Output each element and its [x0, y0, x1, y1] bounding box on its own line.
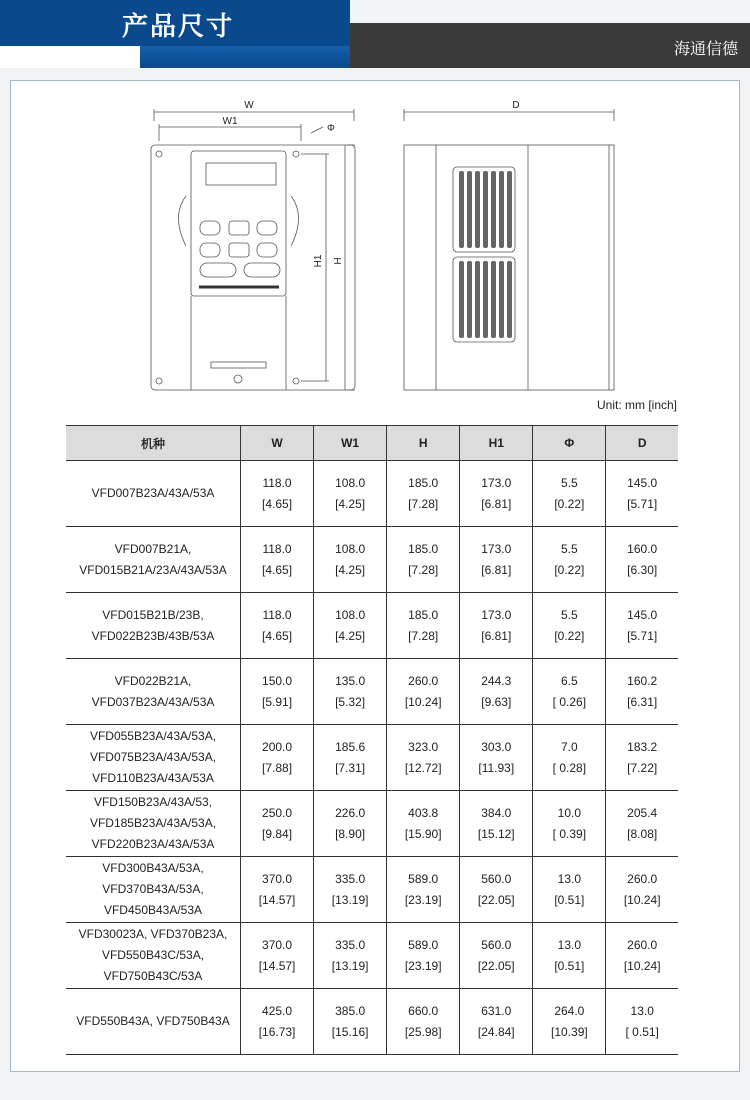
value-cell — [387, 725, 460, 791]
value-cell — [314, 659, 387, 725]
value-inch: [0.22] — [554, 496, 585, 511]
value-mm: 185.0 — [408, 541, 439, 556]
value-cell — [314, 791, 387, 857]
value-mm: 323.0 — [408, 739, 439, 754]
unit-label: Unit: mm [inch] — [596, 398, 677, 412]
value-inch: [4.25] — [335, 496, 366, 511]
value-inch: [6.81] — [481, 628, 512, 643]
value-cell — [460, 725, 533, 791]
model-name: VFD110B23A/43A/53A — [92, 771, 214, 785]
value-inch: [14.57] — [258, 958, 296, 973]
model-name: VFD015B21B/23B, — [102, 607, 204, 622]
value-cell — [606, 857, 678, 923]
value-mm: 135.0 — [335, 673, 366, 688]
column-header: W1 — [314, 426, 387, 461]
value-inch: [7.22] — [627, 760, 658, 775]
value-inch: [4.25] — [335, 628, 366, 643]
column-header: 机种 — [66, 426, 241, 461]
model-cell — [66, 593, 241, 659]
value-inch: [24.84] — [477, 1024, 515, 1039]
label-w: W — [244, 100, 254, 111]
value-mm: 5.5 — [561, 607, 578, 622]
value-cell — [387, 791, 460, 857]
value-mm: 160.2 — [627, 673, 658, 688]
dimension-drawing — [11, 81, 739, 411]
value-mm: 385.0 — [335, 1003, 366, 1018]
value-cell — [241, 725, 314, 791]
label-h1: H1 — [313, 254, 324, 268]
model-cell — [66, 527, 241, 593]
model-cell — [66, 989, 241, 1055]
dimension-table — [66, 425, 678, 1055]
value-mm: 631.0 — [481, 1003, 512, 1018]
value-inch: [12.72] — [404, 760, 442, 775]
table-row — [66, 923, 678, 989]
value-cell — [533, 659, 606, 725]
model-name: VFD007B21A, — [114, 541, 192, 556]
value-cell — [460, 593, 533, 659]
value-mm: 160.0 — [627, 541, 658, 556]
value-mm: 10.0 — [557, 805, 582, 820]
value-inch: [ 0.26] — [552, 694, 587, 709]
table-body — [66, 461, 678, 1055]
content-frame — [10, 80, 740, 1072]
value-mm: 200.0 — [262, 739, 293, 754]
value-inch: [5.71] — [627, 628, 658, 643]
value-mm: 260.0 — [627, 937, 658, 952]
value-inch: [7.28] — [408, 496, 439, 511]
model-name: VFD300B43A/53A, — [102, 861, 204, 875]
value-cell — [314, 461, 387, 527]
value-inch: [23.19] — [404, 892, 442, 907]
value-inch: [22.05] — [477, 892, 515, 907]
column-header: D — [606, 426, 678, 461]
model-name: VFD022B23B/43B/53A — [91, 628, 215, 643]
value-cell — [606, 593, 678, 659]
value-mm: 173.0 — [481, 475, 512, 490]
value-inch: [8.90] — [335, 826, 366, 841]
value-mm: 205.4 — [627, 805, 658, 820]
header-blue-tab-lower — [140, 46, 350, 68]
value-inch: [8.08] — [627, 826, 658, 841]
label-phi: Φ — [327, 123, 335, 134]
value-inch: [0.51] — [554, 892, 585, 907]
value-cell — [387, 593, 460, 659]
model-name: VFD750B43C/53A — [103, 969, 203, 983]
value-inch: [0.51] — [554, 958, 585, 973]
value-cell — [387, 923, 460, 989]
model-name: VFD550B43C/53A, — [101, 948, 205, 962]
value-mm: 108.0 — [335, 541, 366, 556]
table-row — [66, 659, 678, 725]
value-mm: 264.0 — [554, 1003, 585, 1018]
value-inch: [4.65] — [262, 562, 293, 577]
value-mm: 183.2 — [627, 739, 658, 754]
value-cell — [533, 923, 606, 989]
value-mm: 108.0 — [335, 475, 366, 490]
value-cell — [460, 923, 533, 989]
value-inch: [14.57] — [258, 892, 296, 907]
value-inch: [5.32] — [335, 694, 366, 709]
value-inch: [16.73] — [258, 1024, 296, 1039]
value-mm: 244.3 — [481, 673, 512, 688]
value-inch: [22.05] — [477, 958, 515, 973]
value-inch: [9.63] — [481, 694, 512, 709]
side-view — [404, 109, 614, 390]
value-inch: [10.24] — [404, 694, 442, 709]
value-cell — [314, 923, 387, 989]
value-inch: [13.19] — [331, 958, 369, 973]
value-cell — [314, 989, 387, 1055]
value-cell — [606, 791, 678, 857]
value-inch: [10.39] — [551, 1024, 588, 1039]
table-row — [66, 989, 678, 1055]
value-cell — [314, 593, 387, 659]
value-inch: [4.25] — [335, 562, 366, 577]
value-mm: 589.0 — [408, 937, 439, 952]
table-row — [66, 791, 678, 857]
value-mm: 370.0 — [262, 937, 293, 952]
page-title: 产品尺寸 — [122, 12, 235, 42]
value-inch: [15.90] — [404, 826, 442, 841]
column-header: H1 — [460, 426, 533, 461]
value-inch: [6.30] — [627, 562, 658, 577]
value-mm: 403.8 — [408, 805, 439, 820]
value-inch: [5.71] — [627, 496, 658, 511]
value-mm: 335.0 — [335, 937, 366, 952]
value-mm: 185.0 — [408, 607, 439, 622]
model-cell — [66, 725, 241, 791]
value-cell — [241, 923, 314, 989]
value-cell — [460, 989, 533, 1055]
value-inch: [10.24] — [623, 892, 661, 907]
value-mm: 5.5 — [561, 475, 578, 490]
value-inch: [10.24] — [623, 958, 661, 973]
model-cell — [66, 791, 241, 857]
value-cell — [241, 791, 314, 857]
table-row — [66, 857, 678, 923]
value-cell — [387, 659, 460, 725]
model-cell — [66, 923, 241, 989]
value-cell — [241, 857, 314, 923]
value-mm: 560.0 — [481, 937, 512, 952]
model-name: VFD150B23A/43A/53, — [93, 795, 213, 809]
value-inch: [13.19] — [331, 892, 369, 907]
value-mm: 118.0 — [262, 475, 292, 490]
value-mm: 660.0 — [408, 1003, 439, 1018]
model-name: VFD185B23A/43A/53A, — [89, 816, 217, 830]
model-name: VFD30023A, VFD370B23A, — [78, 927, 228, 941]
value-cell — [606, 725, 678, 791]
table-row — [66, 461, 678, 527]
value-mm: 589.0 — [408, 871, 439, 886]
value-inch: [6.81] — [481, 562, 512, 577]
value-inch: [7.28] — [408, 628, 439, 643]
value-mm: 260.0 — [627, 871, 658, 886]
value-cell — [606, 461, 678, 527]
value-cell — [241, 593, 314, 659]
value-inch: [ 0.51] — [625, 1024, 659, 1039]
table-header-row — [66, 426, 678, 461]
value-cell — [460, 659, 533, 725]
value-cell — [314, 725, 387, 791]
value-cell — [606, 989, 678, 1055]
value-cell — [241, 461, 314, 527]
value-cell — [241, 659, 314, 725]
value-mm: 13.0 — [557, 871, 582, 886]
value-mm: 5.5 — [561, 541, 578, 556]
value-mm: 370.0 — [262, 871, 293, 886]
value-inch: [ 0.39] — [552, 826, 587, 841]
value-cell — [533, 791, 606, 857]
front-view — [151, 109, 355, 390]
value-inch: [6.31] — [627, 694, 658, 709]
value-inch: [4.65] — [262, 496, 293, 511]
value-mm: 145.0 — [627, 607, 658, 622]
label-h: H — [333, 257, 344, 265]
value-cell — [533, 725, 606, 791]
label-d: D — [512, 100, 520, 111]
column-header: Φ — [533, 426, 606, 461]
value-mm: 384.0 — [481, 805, 512, 820]
model-name: VFD015B21A/23A/43A/53A — [79, 562, 227, 577]
value-mm: 13.0 — [630, 1003, 654, 1018]
value-cell — [606, 923, 678, 989]
side-view-vents — [459, 171, 512, 338]
value-cell — [387, 527, 460, 593]
page-header — [0, 0, 750, 70]
value-inch: [6.81] — [481, 496, 512, 511]
model-name: VFD022B21A, — [114, 673, 192, 688]
value-inch: [9.84] — [262, 826, 293, 841]
value-cell — [533, 857, 606, 923]
model-name: VFD037B23A/43A/53A — [91, 694, 215, 709]
value-mm: 118.0 — [262, 607, 292, 622]
value-mm: 335.0 — [335, 871, 366, 886]
value-cell — [460, 791, 533, 857]
value-cell — [460, 461, 533, 527]
value-inch: [5.91] — [262, 694, 293, 709]
value-mm: 173.0 — [481, 607, 512, 622]
value-inch: [11.93] — [478, 760, 515, 775]
value-cell — [533, 527, 606, 593]
value-inch: [7.88] — [262, 760, 293, 775]
value-cell — [314, 527, 387, 593]
value-mm: 150.0 — [262, 673, 293, 688]
value-cell — [387, 857, 460, 923]
table-row — [66, 527, 678, 593]
header-white-strip — [0, 46, 140, 68]
value-mm: 260.0 — [408, 673, 439, 688]
column-header: H — [387, 426, 460, 461]
column-header: W — [241, 426, 314, 461]
value-cell — [606, 527, 678, 593]
value-mm: 6.5 — [561, 673, 578, 688]
model-name: VFD007B23A/43A/53A — [91, 486, 215, 500]
value-cell — [533, 593, 606, 659]
value-inch: [0.22] — [554, 562, 585, 577]
brand-name: 海通信德 — [673, 39, 738, 58]
value-inch: [ 0.28] — [552, 760, 587, 775]
value-mm: 250.0 — [262, 805, 293, 820]
label-w1: W1 — [222, 116, 238, 127]
model-name: VFD450B43A/53A — [103, 903, 203, 917]
value-mm: 108.0 — [335, 607, 366, 622]
value-inch: [7.28] — [408, 562, 439, 577]
value-mm: 560.0 — [481, 871, 512, 886]
value-inch: [23.19] — [404, 958, 442, 973]
value-cell — [314, 857, 387, 923]
value-mm: 185.0 — [408, 475, 439, 490]
model-name: VFD370B43A/53A, — [102, 882, 204, 896]
value-mm: 118.0 — [262, 541, 292, 556]
value-inch: [25.98] — [404, 1024, 442, 1039]
table-row — [66, 725, 678, 791]
model-name: VFD220B23A/43A/53A — [91, 837, 215, 851]
value-cell — [387, 461, 460, 527]
value-mm: 303.0 — [481, 739, 512, 754]
value-cell — [533, 989, 606, 1055]
value-mm: 145.0 — [627, 475, 658, 490]
model-name: VFD550B43A, VFD750B43A — [76, 1014, 230, 1028]
model-cell — [66, 857, 241, 923]
table-row — [66, 593, 678, 659]
model-cell — [66, 659, 241, 725]
value-inch: [0.22] — [554, 628, 585, 643]
value-cell — [460, 527, 533, 593]
value-cell — [241, 989, 314, 1055]
model-cell — [66, 461, 241, 527]
model-name: VFD075B23A/43A/53A, — [89, 750, 217, 764]
value-inch: [4.65] — [262, 628, 293, 643]
value-cell — [241, 527, 314, 593]
value-cell — [606, 659, 678, 725]
value-mm: 425.0 — [262, 1003, 293, 1018]
value-inch: [15.16] — [331, 1024, 369, 1039]
value-inch: [15.12] — [477, 826, 515, 841]
value-cell — [387, 989, 460, 1055]
value-mm: 13.0 — [557, 937, 582, 952]
value-mm: 185.6 — [335, 739, 366, 754]
value-cell — [533, 461, 606, 527]
model-name: VFD055B23A/43A/53A, — [89, 729, 217, 743]
value-mm: 173.0 — [481, 541, 512, 556]
value-cell — [460, 857, 533, 923]
value-mm: 226.0 — [335, 805, 366, 820]
value-inch: [7.31] — [335, 760, 366, 775]
value-mm: 7.0 — [561, 739, 578, 754]
